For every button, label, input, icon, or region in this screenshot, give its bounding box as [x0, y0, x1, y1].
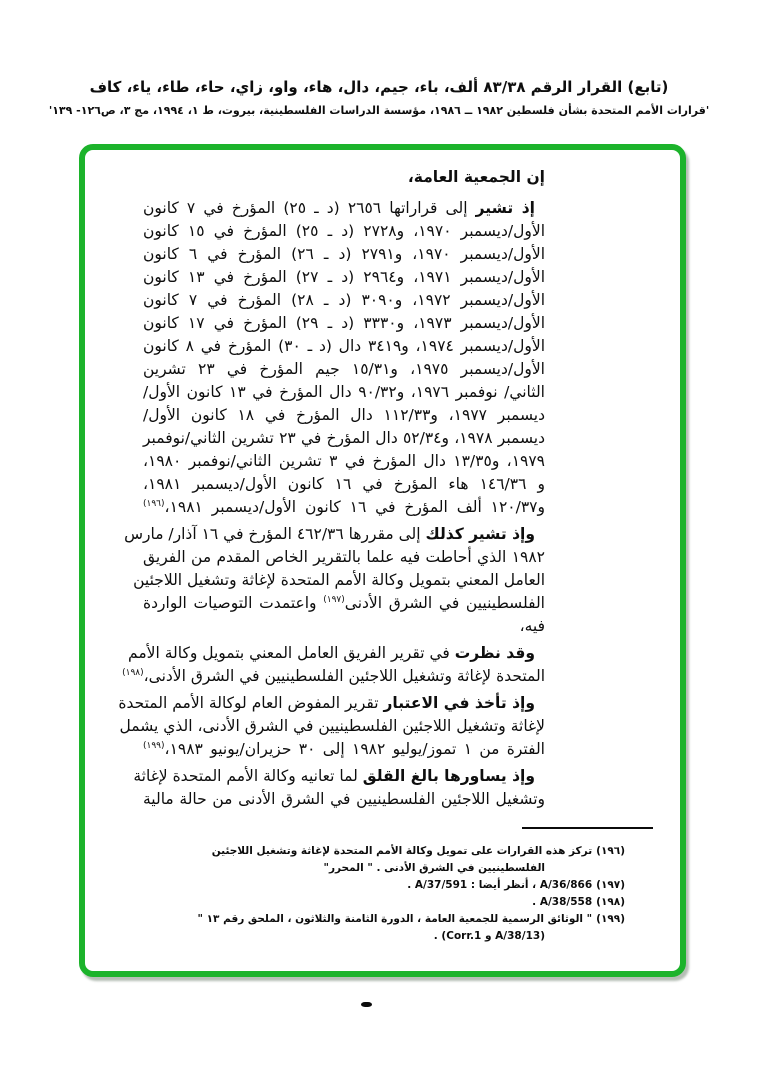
text-line: ١٩٨٢ الذي أحاطت فيه علما بالتقرير الخاص المقدم من الفريق [143, 548, 545, 566]
footnote-reference: (١٩٦) [143, 498, 165, 509]
paragraph [143, 197, 545, 519]
text-line: وتشغيل اللاجئين الفلسطينيين في الشرق الأدنى من حالة مالية [143, 790, 545, 808]
header-source-citation: 'قرارات الأمم المتحدة بشأن فلسطين ١٩٨٢ ــ ١٩٨٦، مؤسسة الدراسات الفلسطينية، بيروت، ط ١، ١٩٩٤، مج ٣، ص١٢٦- ١٣٩' [48, 104, 710, 117]
text-line: الفلسطينيين في الشرق الأدنى$^{(١٩٧)}$ واعتمدت التوصيات الواردة [143, 594, 545, 612]
text-line: الفترة من ١ تموز/يوليو ١٩٨٢ إلى ٣٠ حزيران/يونيو ١٩٨٣،$^{(١٩٩)}$ [143, 740, 545, 758]
footnote-reference: (١٩٧) [323, 594, 345, 605]
text-line: و ١٤٦/٣٦ هاء المؤرخ في ١٦ كانون الأول/ديسمبر ١٩٨١، [143, 475, 545, 493]
footnote [211, 843, 625, 877]
text-line: وإذ تأخذ في الاعتبار تقرير المفوض العام لوكالة الأمم المتحدة [118, 694, 535, 712]
footnote-text: تركز هذه القرارات على تمويل وكالة الأمم المتحدة لإغاثة وتشغيل اللاجئين [211, 845, 593, 857]
text-line: وقد نظرت في تقرير الفريق العامل المعني بتمويل وكالة الأمم [128, 644, 535, 662]
text-line: الأول/ديسمبر ١٩٧١، و٢٩٦٤ (د ـ ٢٧) المؤرخ في ١٣ كانون [143, 268, 545, 286]
footnote [295, 894, 625, 911]
paragraph [122, 642, 545, 688]
text-line: الأول/ديسمبر ١٩٧٥، و١٥/٣١ جيم المؤرخ في ٢٣ تشرين [143, 360, 545, 378]
page-bottom-mark [361, 1002, 372, 1007]
text-line: فيه، [519, 617, 545, 635]
footnote-marker: (١٩٦) [596, 845, 625, 857]
footnote-first-line [295, 877, 625, 894]
text-line: الأول/ديسمبر ١٩٧٤، و٣٤١٩ دال (د ـ ٣٠) المؤرخ في ٨ كانون [143, 337, 545, 355]
footnote-divider [522, 827, 653, 829]
footnote-continuation-line: (A/38/13 و Corr.1) . [433, 930, 545, 942]
footnote-text: A/36/866 ، أنظر أيضا : A/37/591 . [407, 879, 593, 891]
text-line: و١٢٠/٣٧ ألف المؤرخ في ١٦ كانون الأول/ديسمبر ١٩٨١،$^{(١٩٦)}$ [143, 498, 545, 516]
footnote-continuation-line: الفلسطينيين في الشرق الأدنى . " المحرر" [323, 862, 545, 874]
footnote-first-line [211, 843, 625, 860]
footnote [197, 911, 625, 945]
footnote-text: A/38/558 . [532, 896, 593, 908]
paragraph [118, 692, 545, 761]
text-line: الأول/ديسمبر ١٩٧٠، و٢٧٢٨ (د ـ ٢٥) المؤرخ في ١٥ كانون [143, 222, 545, 240]
footnote-text: " الوثائق الرسمية للجمعية العامة ، الدورة الثامنة والثلاثون ، الملحق رقم ١٣ " [197, 913, 593, 925]
footnote-marker: (١٩٩) [596, 913, 625, 925]
text-line: إذ تشير إلى قراراتها ٢٦٥٦ (د ـ ٢٥) المؤرخ في ٧ كانون [143, 199, 535, 217]
document-header [0, 78, 758, 117]
text-line: الأول/ديسمبر ١٩٧٢، و٣٠٩٠ (د ـ ٢٨) المؤرخ في ٧ كانون [143, 291, 545, 309]
header-resolution-title: (تابع) القرار الرقم ٨٣/٣٨ ألف، باء، جيم، دال، هاء، واو، زاي، حاء، طاء، ياء، كاف [89, 78, 669, 96]
text-line: ديسمبر ١٩٧٧، و١١٢/٣٣ دال المؤرخ في ١٨ كانون الأول/ [143, 406, 545, 424]
text-line: ١٩٧٩، و١٣/٣٥ دال المؤرخ في ٣ تشرين الثاني/نوفمبر ١٩٨٠، [143, 452, 545, 470]
green-content-frame [79, 144, 686, 977]
text-line: وإذ تشير كذلك إلى مقررها ٤٦٢/٣٦ المؤرخ في ١٦ آذار/ مارس [124, 525, 535, 543]
resolution-paragraphs [118, 197, 545, 811]
footnote-marker: (١٩٧) [596, 879, 625, 891]
text-line: الأول/ديسمبر ١٩٧٣، و٣٣٣٠ (د ـ ٢٩) المؤرخ في ١٧ كانون [143, 314, 545, 332]
footnote [295, 877, 625, 894]
text-line: لإغاثة وتشغيل اللاجئين الفلسطينيين في الشرق الأدنى، الذي يشمل [119, 717, 545, 735]
footnote-reference: (١٩٩) [143, 740, 165, 751]
footnote-first-line [197, 911, 625, 928]
text-line: الثاني/ نوفمبر ١٩٧٦، و٩٠/٣٢ دال المؤرخ في ١٣ كانون الأول/ [143, 383, 545, 401]
text-line: وإذ يساورها بالغ القلق لما تعانيه وكالة الأمم المتحدة لإغاثة [133, 767, 535, 785]
paragraph [124, 523, 545, 638]
resolution-heading: إن الجمعية العامة، [407, 168, 545, 186]
footnote-marker: (١٩٨) [596, 896, 625, 908]
text-line: الأول/ديسمبر ١٩٧٠، و٢٧٩١ (د ـ ٢٦) المؤرخ في ٦ كانون [143, 245, 545, 263]
resolution-body [85, 150, 680, 811]
text-line: ديسمبر ١٩٧٨، و٥٢/٣٤ دال المؤرخ في ٢٣ تشرين الثاني/نوفمبر [143, 429, 545, 447]
footnotes-block [197, 843, 625, 945]
text-line: المتحدة لإغاثة وتشغيل اللاجئين الفلسطينيين في الشرق الأدنى،$^{(١٩٨)}$ [122, 667, 545, 685]
text-line: العامل المعني بتمويل وكالة الأمم المتحدة لإغاثة وتشغيل اللاجئين [133, 571, 545, 589]
footnote-first-line [295, 894, 625, 911]
paragraph [133, 765, 545, 811]
footnote-reference: (١٩٨) [122, 667, 144, 678]
